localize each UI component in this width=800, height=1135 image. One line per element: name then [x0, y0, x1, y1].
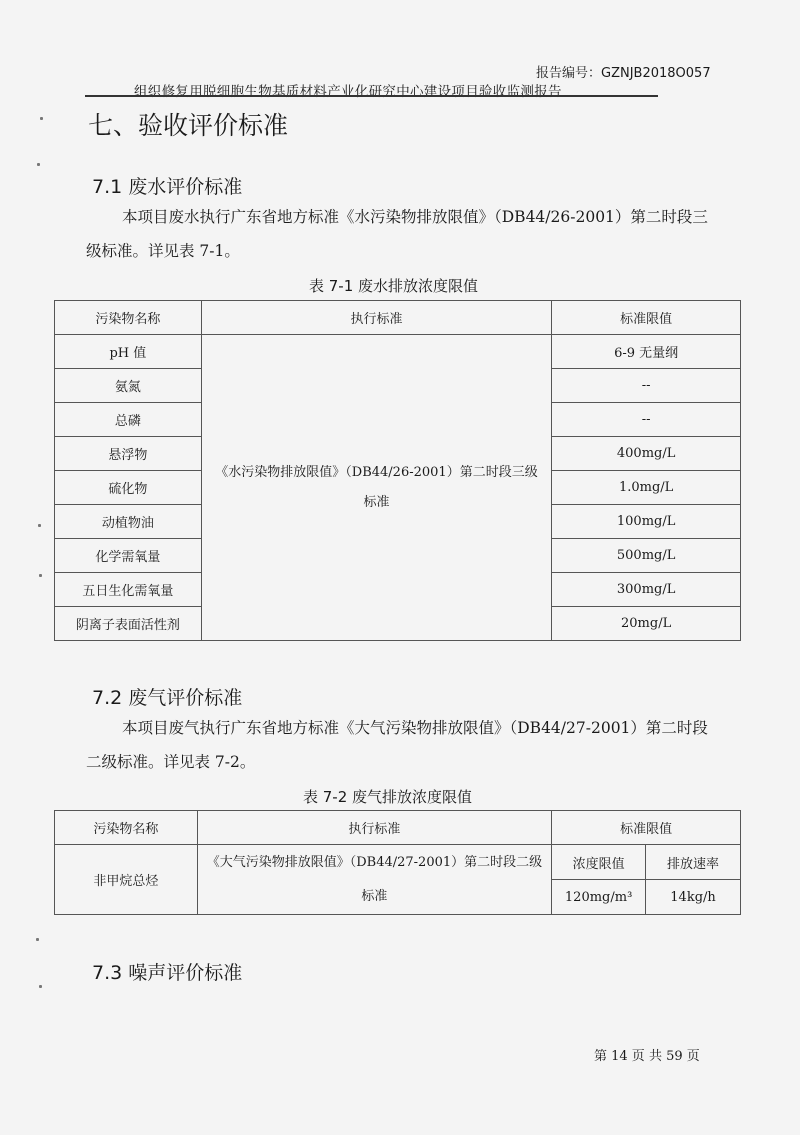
pollutant-name: 总磷	[55, 403, 202, 437]
section-heading: 七、验收评价标准	[88, 111, 289, 140]
limit-value: 20mg/L	[552, 607, 741, 641]
limit-value: 500mg/L	[552, 539, 741, 573]
limit-value: --	[552, 369, 741, 403]
subsection-heading-7-2: 7.2 废气评价标准	[92, 687, 243, 709]
pollutant-name: 氨氮	[55, 369, 202, 403]
pollutant-name: 五日生化需氧量	[55, 573, 202, 607]
table-header-row	[55, 301, 741, 335]
header-cell: 污染物名称	[55, 811, 198, 845]
pollutant-name: 阴离子表面活性剂	[55, 607, 202, 641]
header-divider	[85, 95, 658, 97]
limit-value: 14kg/h	[646, 880, 741, 915]
scan-speck	[39, 574, 42, 577]
limit-value: 1.0mg/L	[552, 471, 741, 505]
header-cell: 执行标准	[197, 811, 551, 845]
pollutant-name: 硫化物	[55, 471, 202, 505]
table-row	[55, 335, 741, 369]
scan-speck	[40, 117, 43, 120]
scan-speck	[39, 985, 42, 988]
header-cell: 执行标准	[201, 301, 551, 335]
table-7-1-caption: 表 7-1 废水排放浓度限值	[309, 277, 479, 295]
limit-value: 6-9 无量纲	[552, 335, 741, 369]
report-number: 报告编号：GZNJB2018O057	[536, 66, 711, 81]
standard-cell: 《大气污染物排放限值》（DB44/27-2001）第二时段二级标准	[197, 845, 551, 915]
subsection-heading-7-1: 7.1 废水评价标准	[92, 176, 243, 198]
page-number: 第 14 页 共 59 页	[594, 1049, 700, 1064]
header-cell: 污染物名称	[55, 301, 202, 335]
scan-speck	[36, 938, 39, 941]
header-cell: 标准限值	[552, 811, 741, 845]
standard-cell: 《水污染物排放限值》（DB44/26-2001）第二时段三级标准	[201, 335, 551, 641]
table-header-row	[55, 811, 741, 845]
limit-value: 300mg/L	[552, 573, 741, 607]
table-7-2-caption: 表 7-2 废气排放浓度限值	[303, 788, 473, 806]
sub-header-cell: 浓度限值	[552, 845, 646, 880]
limit-value: 120mg/m³	[552, 880, 646, 915]
pollutant-name: pH 值	[55, 335, 202, 369]
limit-value: 400mg/L	[552, 437, 741, 471]
limit-value: --	[552, 403, 741, 437]
report-header-title: 组织修复用脱细胞生物基质材料产业化研究中心建设项目验收监测报告	[134, 84, 562, 100]
pollutant-name: 动植物油	[55, 505, 202, 539]
paragraph-7-1: 本项目废水执行广东省地方标准《水污染物排放限值》（DB44/26-2001）第二时段三级标准。详见表 7-1。	[86, 208, 708, 260]
header-cell: 标准限值	[552, 301, 741, 335]
pollutant-name: 悬浮物	[55, 437, 202, 471]
exhaust-gas-limits-table	[54, 810, 741, 915]
table-row	[55, 845, 741, 880]
paragraph-7-2: 本项目废气执行广东省地方标准《大气污染物排放限值》（DB44/27-2001）第二时段二级标准。详见表 7-2。	[86, 719, 708, 771]
wastewater-limits-table	[54, 300, 741, 641]
sub-header-cell: 排放速率	[646, 845, 741, 880]
scan-speck	[38, 524, 41, 527]
subsection-heading-7-3: 7.3 噪声评价标准	[92, 962, 243, 984]
limit-value: 100mg/L	[552, 505, 741, 539]
pollutant-name: 非甲烷总烃	[55, 845, 198, 915]
scan-speck	[37, 163, 40, 166]
pollutant-name: 化学需氧量	[55, 539, 202, 573]
